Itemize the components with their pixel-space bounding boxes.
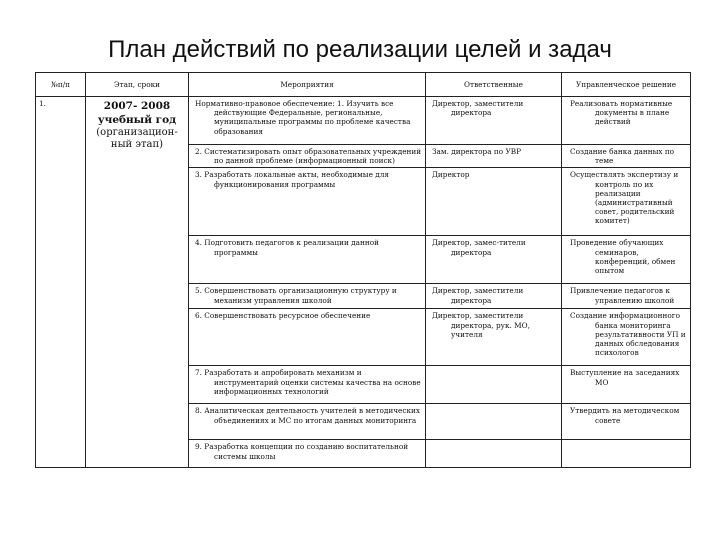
decision-cell	[562, 309, 691, 366]
responsible-cell	[426, 236, 562, 284]
measure-cell	[189, 366, 426, 404]
header-responsible: Ответственные	[426, 73, 562, 97]
decision-cell	[562, 97, 691, 145]
responsible-text: Директор, заместители директора, рук. МО, учителя	[432, 311, 530, 339]
responsible-text: Директор, заместители директора	[432, 99, 524, 118]
responsible-cell	[426, 366, 562, 404]
measure-text: 8. Аналитическая деятельность учителей в методических объединениях и МС по итогам данных мониторинга	[195, 406, 420, 425]
header-decision: Управленческое решение	[562, 73, 691, 97]
header-stage: Этап, сроки	[86, 73, 189, 97]
responsible-cell	[426, 404, 562, 440]
decision-text: Создание банка данных по теме	[570, 147, 675, 166]
responsible-cell	[426, 284, 562, 309]
measure-cell	[189, 97, 426, 145]
header-measures: Мероприятия	[189, 73, 426, 97]
decision-text: Реализовать нормативные документы в плане действий	[570, 99, 673, 127]
measure-text: 6. Совершенствовать ресурсное обеспечение	[195, 311, 371, 321]
stage-year: 2007- 2008 учебный год	[97, 100, 177, 126]
decision-cell	[562, 284, 691, 309]
measure-text: Нормативно-правовое обеспечение: 1. Изучить все действующие Федеральные, региональные, муниципальные программы по проблеме качества образования	[195, 99, 411, 136]
header-num: №п/п	[36, 73, 86, 97]
responsible-cell	[426, 145, 562, 168]
measure-text: 3. Разработать локальные акты, необходимые для функционирования программы	[195, 170, 389, 189]
decision-cell	[562, 145, 691, 168]
decision-text: Привлечение педагогов к управлению школой	[570, 286, 675, 305]
responsible-text: Директор, замес-тители директора	[432, 238, 526, 257]
measure-text: 5. Совершенствовать организационную структуру и механизм управления школой	[195, 286, 397, 305]
responsible-cell	[426, 309, 562, 366]
decision-cell	[562, 404, 691, 440]
page-title: План действий по реализации целей и задач	[108, 36, 612, 63]
decision-cell	[562, 440, 691, 468]
decision-text: Осуществлять экспертизу и контроль по их реализации (административный совет, родительский комитет)	[570, 170, 679, 226]
decision-cell	[562, 236, 691, 284]
stage-cell	[86, 97, 189, 468]
responsible-text: Директор, заместители директора	[432, 286, 524, 305]
responsible-text: Директор	[432, 170, 470, 180]
table-row	[36, 97, 691, 145]
measure-cell	[189, 168, 426, 236]
measure-text: 4. Подготовить педагогов к реализации данной программы	[195, 238, 379, 257]
measure-cell	[189, 404, 426, 440]
measure-cell	[189, 145, 426, 168]
table-header-row	[36, 73, 691, 97]
responsible-cell	[426, 440, 562, 468]
responsible-cell	[426, 168, 562, 236]
decision-text: Проведение обучающих семинаров, конференций, обмен опытом	[570, 238, 676, 276]
stage-phase: (организацион-ный этап)	[96, 127, 178, 150]
measure-cell	[189, 284, 426, 309]
measure-text: 7. Разработать и апробировать механизм и инструментарий оценки системы качества на основе информационных технологий	[195, 368, 421, 396]
row-number: 1.	[36, 97, 86, 468]
measure-text: 9. Разработка концепции по созданию воспитательной системы школы	[195, 442, 409, 461]
measure-cell	[189, 440, 426, 468]
decision-cell	[562, 168, 691, 236]
measure-cell	[189, 236, 426, 284]
measure-cell	[189, 309, 426, 366]
responsible-cell	[426, 97, 562, 145]
decision-text: Утвердить на методическом совете	[570, 406, 680, 425]
measure-text: 2. Систематизировать опыт образовательных учреждений по данной проблеме (информационный поиск)	[195, 147, 422, 166]
decision-text: Выступление на заседаниях МО	[570, 368, 680, 387]
decision-text: Создание информационного банка мониторинга результативности УП и данных обследования психологов	[570, 311, 686, 358]
decision-cell	[562, 366, 691, 404]
action-plan-table	[35, 72, 691, 468]
responsible-text: Зам. директора по УВР	[432, 147, 522, 156]
